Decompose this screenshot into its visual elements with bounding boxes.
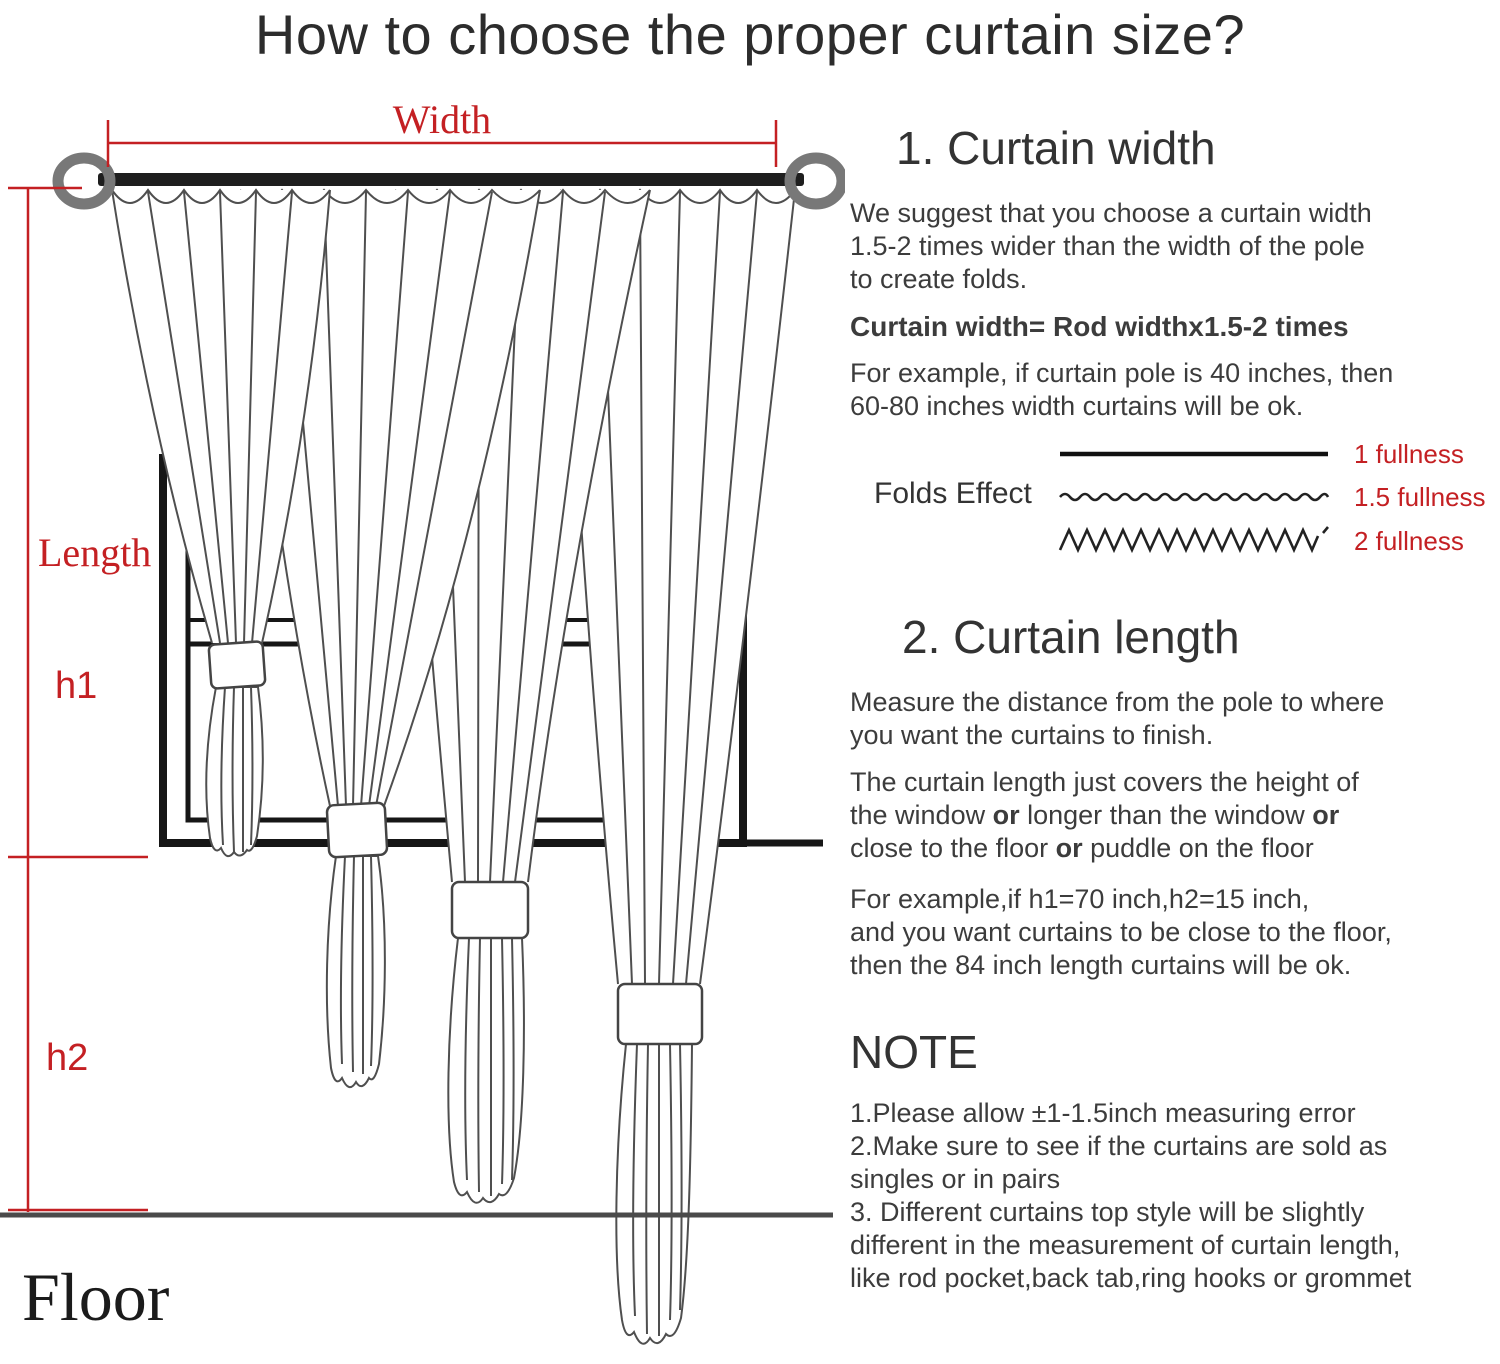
curtain-tail: [327, 856, 385, 1087]
text-line: 1.5-2 times wider than the width of the pole: [850, 231, 1365, 261]
section-2-heading: 2. Curtain length: [902, 611, 1240, 663]
note-item-3: 3. Different curtains top style will be slightly: [850, 1197, 1365, 1227]
zigzag-line-icon: [1058, 524, 1332, 558]
length-label: Length: [38, 530, 152, 575]
section-1-paragraph-1: [850, 197, 1500, 296]
text-line: For example, if curtain pole is 40 inches, then: [850, 358, 1394, 388]
tieback-band: [618, 984, 702, 1044]
fold-row-2-fullness: [1058, 524, 1464, 558]
section-1-heading: 1. Curtain width: [896, 122, 1216, 174]
note-item-1: 1.Please allow ±1-1.5inch measuring error: [850, 1098, 1356, 1128]
text-line: the window or longer than the window or: [850, 800, 1340, 830]
tieback-band: [452, 882, 528, 938]
section-2-paragraph-1: [850, 686, 1500, 752]
straight-line-icon: [1058, 437, 1332, 471]
section-2-paragraph-2: [850, 766, 1500, 865]
instructions-column: [850, 122, 1500, 1309]
h1-label: h1: [55, 665, 98, 707]
text-line: and you want curtains to be close to the floor,: [850, 917, 1392, 947]
note-heading: NOTE: [850, 1026, 978, 1078]
tieback-band: [327, 803, 388, 858]
folds-effect-label: Folds Effect: [874, 477, 1032, 510]
note-item-2: 2.Make sure to see if the curtains are sold as: [850, 1131, 1388, 1161]
small-wave-line-icon: [1058, 480, 1332, 514]
note-item-3-cont: like rod pocket,back tab,ring hooks or grommet: [850, 1263, 1412, 1293]
fullness-label: 1 fullness: [1354, 438, 1464, 469]
section-1-paragraph-2: [850, 357, 1500, 423]
curtain-rod: [98, 173, 804, 186]
fullness-label: 2 fullness: [1354, 525, 1464, 556]
text-line: 60-80 inches width curtains will be ok.: [850, 391, 1304, 421]
curtain-tail: [206, 687, 263, 856]
text-line: you want the curtains to finish.: [850, 720, 1214, 750]
section-2-paragraph-3: [850, 883, 1500, 982]
fold-row-1-fullness: [1058, 437, 1464, 471]
note-item-2-cont: singles or in pairs: [850, 1164, 1061, 1194]
fullness-label: 1.5 fullness: [1354, 481, 1486, 512]
text-line: The curtain length just covers the height of: [850, 767, 1359, 797]
text-line: close to the floor or puddle on the floor: [850, 833, 1314, 863]
note-items: [850, 1097, 1500, 1295]
width-label: Width: [392, 97, 492, 142]
folds-effect-diagram: [850, 437, 1500, 577]
text-line: to create folds.: [850, 264, 1028, 294]
h2-label: h2: [46, 1037, 89, 1079]
fold-row-1-5-fullness: [1058, 480, 1486, 514]
text-line: Measure the distance from the pole to where: [850, 687, 1385, 717]
text-line: For example,if h1=70 inch,h2=15 inch,: [850, 884, 1310, 914]
note-item-3-cont: different in the measurement of curtain length,: [850, 1230, 1401, 1260]
text-line: We suggest that you choose a curtain width: [850, 198, 1372, 228]
tieback-band: [209, 641, 266, 689]
curtain-width-formula: Curtain width= Rod widthx1.5-2 times: [850, 311, 1349, 342]
text-line: then the 84 inch length curtains will be ok.: [850, 950, 1352, 980]
floor-label: Floor: [22, 1259, 170, 1335]
page-title: How to choose the proper curtain size?: [254, 3, 1246, 66]
